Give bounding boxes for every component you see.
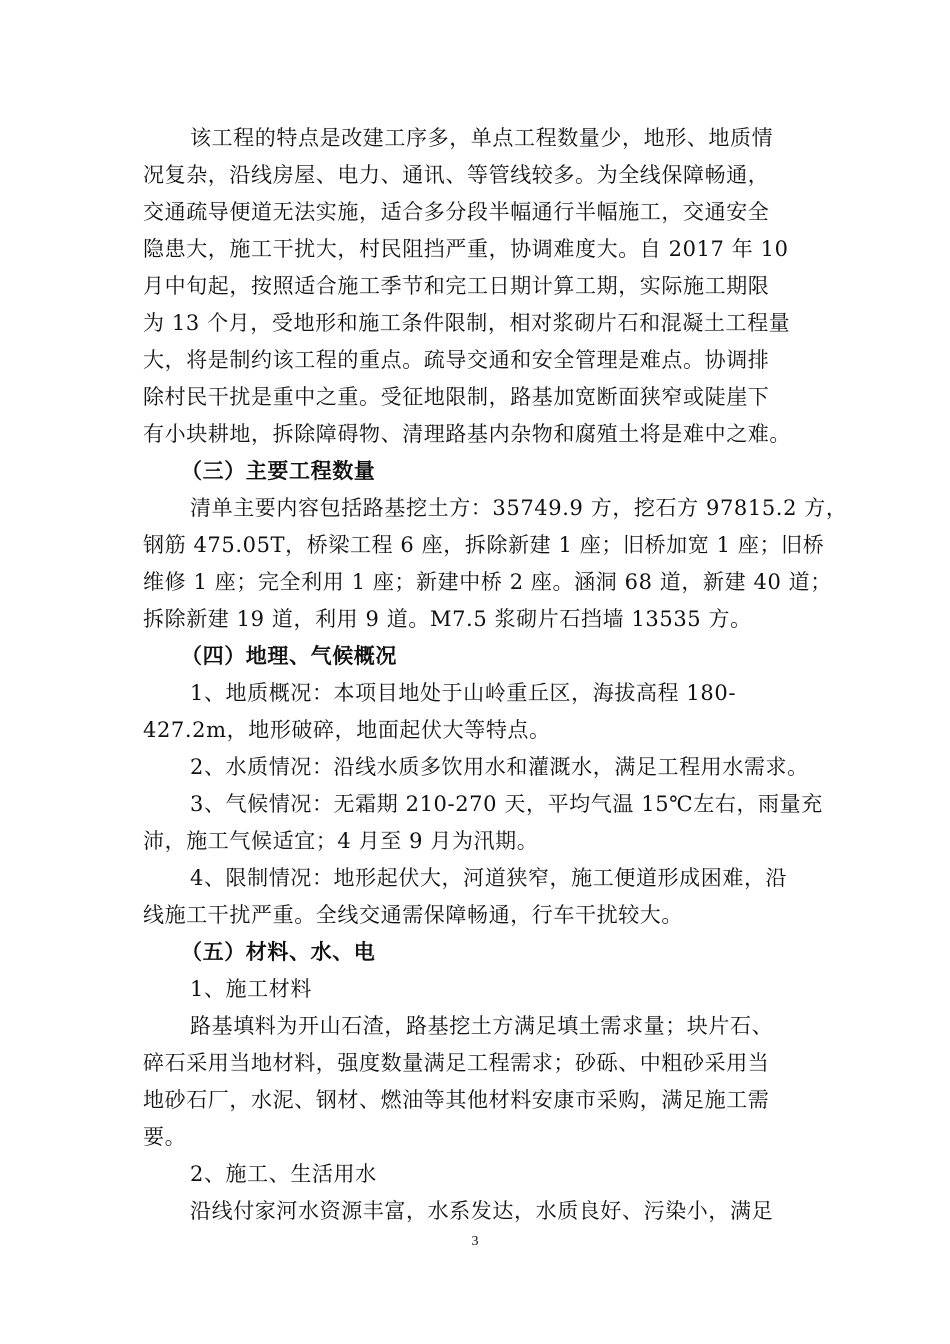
paragraph-line: 427.2m，地形破碎，地面起伏大等特点。 [143,718,551,742]
paragraph-line: 4、限制情况：地形起伏大，河道狭窄，施工便道形成困难，沿 [190,866,788,890]
paragraph-line: 沿线付家河水资源丰富，水系发达，水质良好、污染小，满足 [190,1199,774,1223]
paragraph-line: 拆除新建 19 道，利用 9 道。M7.5 浆砌片石挡墙 13535 方。 [143,607,752,631]
paragraph-line: 该工程的特点是改建工序多，单点工程数量少，地形、地质情 [190,126,774,150]
paragraph-line: 1、地质概况：本项目地处于山岭重丘区，海拔高程 180- [190,681,737,705]
paragraph-line: 3、气候情况：无霜期 210-270 天，平均气温 15℃左右，雨量充 [190,792,823,816]
paragraph-line: 沛，施工气候适宜；4 月至 9 月为汛期。 [143,829,539,853]
page-number: 3 [471,1234,479,1249]
paragraph-line: 要。 [143,1125,187,1149]
section-heading-main-quantities: （三）主要工程数量 [181,458,376,483]
paragraph-line: 维修 1 座；完全利用 1 座；新建中桥 2 座。涵洞 68 道，新建 40 道； [143,570,832,594]
paragraph-line: 碎石采用当地材料，强度数量满足工程需求；砂砾、中粗砂采用当 [143,1051,770,1075]
paragraph-line: 清单主要内容包括路基挖土方：35749.9 方，挖石方 97815.2 方， [190,496,848,520]
section-heading-geography-climate: （四）地理、气候概况 [181,643,397,668]
subsection-heading: 1、施工材料 [190,977,312,1001]
paragraph-line: 地砂石厂，水泥、钢材、燃油等其他材料安康市采购，满足施工需 [143,1088,770,1112]
paragraph-line: 为 13 个月，受地形和施工条件限制，相对浆砌片石和混凝土工程量 [143,311,791,335]
paragraph-line: 况复杂，沿线房屋、电力、通讯、等管线较多。为全线保障畅通， [143,163,770,187]
paragraph-line: 月中旬起，按照适合施工季节和完工日期计算工期，实际施工期限 [143,274,770,298]
paragraph-line: 2、水质情况：沿线水质多饮用水和灌溉水，满足工程用水需求。 [190,755,809,779]
subsection-heading: 2、施工、生活用水 [190,1162,377,1186]
paragraph-line: 有小块耕地，拆除障碍物、清理路基内杂物和腐殖土将是难中之难。 [143,422,791,446]
paragraph-line: 交通疏导便道无法实施，适合多分段半幅通行半幅施工，交通安全 [143,200,770,224]
paragraph-line: 大，将是制约该工程的重点。疏导交通和安全管理是难点。协调排 [143,348,770,372]
section-heading-materials-water-power: （五）材料、水、电 [181,939,376,964]
paragraph-line: 隐患大，施工干扰大，村民阻挡严重，协调难度大。自 2017 年 10 [143,237,789,261]
paragraph-line: 除村民干扰是重中之重。受征地限制，路基加宽断面狭窄或陡崖下 [143,385,770,409]
paragraph-line: 路基填料为开山石渣，路基挖土方满足填土需求量；块片石、 [190,1014,774,1038]
paragraph-line: 钢筋 475.05T，桥梁工程 6 座，拆除新建 1 座；旧桥加宽 1 座；旧桥 [143,533,825,557]
paragraph-line: 线施工干扰严重。全线交通需保障畅通，行车干扰较大。 [143,903,683,927]
